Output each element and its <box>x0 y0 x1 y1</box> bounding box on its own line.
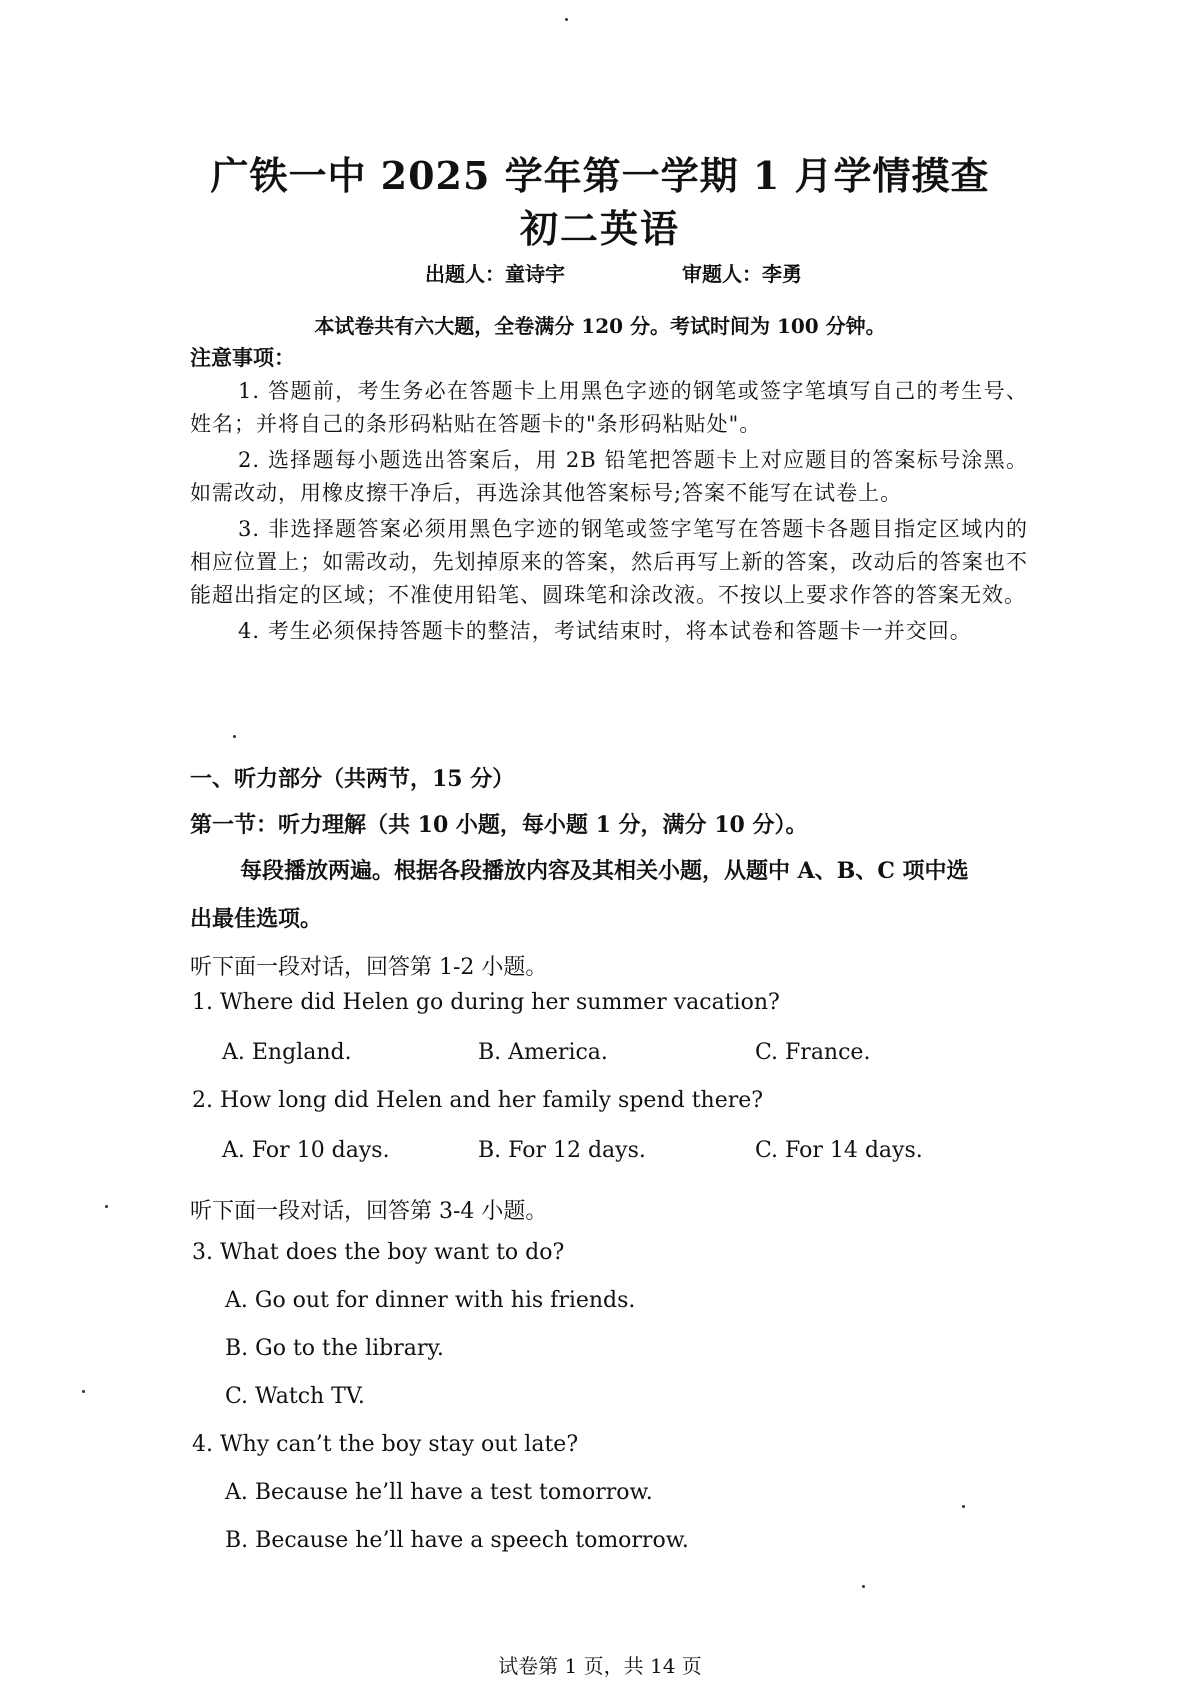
author-label: 出题人：童诗宇 <box>425 262 565 286</box>
scan-speck <box>862 1585 865 1588</box>
exam-title: 广铁一中 2025 学年第一学期 1 月学情摸查 <box>210 153 990 198</box>
instruction-line-1: 每段播放两遍。根据各段播放内容及其相关小题，从题中 A、B、C 项中选 <box>240 858 969 884</box>
exam-authors <box>425 258 802 287</box>
question-2-option-c: C. For 14 days. <box>755 1138 923 1163</box>
question-3-option-b: B. Go to the library. <box>225 1336 444 1361</box>
scan-speck <box>82 1390 85 1393</box>
reviewer-label: 审题人：李勇 <box>682 262 802 286</box>
section1-title: 第一节：听力理解（共 10 小题，每小题 1 分，满分 10 分）。 <box>190 812 808 838</box>
notice-item-1: 1. 答题前，考生务必在答题卡上用黑色字迹的钢笔或签字笔填写自己的考生号、姓名；并将自己的条形码粘贴在答题卡的"条形码粘贴处"。 <box>190 379 1028 436</box>
question-3-option-c: C. Watch TV. <box>225 1384 365 1409</box>
question-1-stem: 1. Where did Helen go during her summer vacation? <box>192 990 780 1015</box>
question-3-stem: 3. What does the boy want to do? <box>192 1240 565 1265</box>
page-footer: 试卷第 1 页，共 14 页 <box>498 1654 702 1678</box>
exam-subject: 初二英语 <box>519 206 680 251</box>
scan-speck <box>233 735 236 738</box>
notice-item-2: 2. 选择题每小题选出答案后，用 2B 铅笔把答题卡上对应题目的答案标号涂黑。如需改动，用橡皮擦干净后，再选涂其他答案标号;答案不能写在试卷上。 <box>190 448 1028 505</box>
exam-summary: 本试卷共有六大题，全卷满分 120 分。考试时间为 100 分钟。 <box>314 314 886 338</box>
question-2-option-b: B. For 12 days. <box>478 1138 646 1163</box>
question-1-option-c: C. France. <box>755 1040 871 1065</box>
notice-item-3: 3. 非选择题答案必须用黑色字迹的钢笔或签字笔写在答题卡各题目指定区域内的相应位置上；如需改动，先划掉原来的答案，然后再写上新的答案，改动后的答案也不能超出指定的区域；不准使用铅笔、圆珠笔和涂改液。不按以上要求作答的答案无效。 <box>190 517 1028 607</box>
scan-speck <box>962 1505 965 1508</box>
question-2-stem: 2. How long did Helen and her family spend there? <box>192 1088 764 1113</box>
scan-speck <box>565 18 568 21</box>
instruction-line-2: 出最佳选项。 <box>190 906 323 932</box>
question-3-option-a: A. Go out for dinner with his friends. <box>225 1288 636 1313</box>
question-4-stem: 4. Why can’t the boy stay out late? <box>192 1432 579 1457</box>
notice-title: 注意事项： <box>190 345 295 370</box>
question-1-option-b: B. America. <box>478 1040 608 1065</box>
dialog2-intro: 听下面一段对话，回答第 3-4 小题。 <box>190 1199 548 1224</box>
notice-item-4: 4. 考生必须保持答题卡的整洁，考试结束时，将本试卷和答题卡一并交回。 <box>238 619 972 643</box>
question-1-option-a: A. England. <box>222 1040 352 1065</box>
question-4-option-b: B. Because he’ll have a speech tomorrow. <box>225 1528 689 1553</box>
part1-title: 一、听力部分（共两节，15 分） <box>190 766 515 792</box>
question-4-option-a: A. Because he’ll have a test tomorrow. <box>225 1480 653 1505</box>
scan-speck <box>105 1205 108 1208</box>
notice-list <box>190 375 1028 648</box>
dialog1-intro: 听下面一段对话，回答第 1-2 小题。 <box>190 955 548 980</box>
question-2-option-a: A. For 10 days. <box>222 1138 390 1163</box>
